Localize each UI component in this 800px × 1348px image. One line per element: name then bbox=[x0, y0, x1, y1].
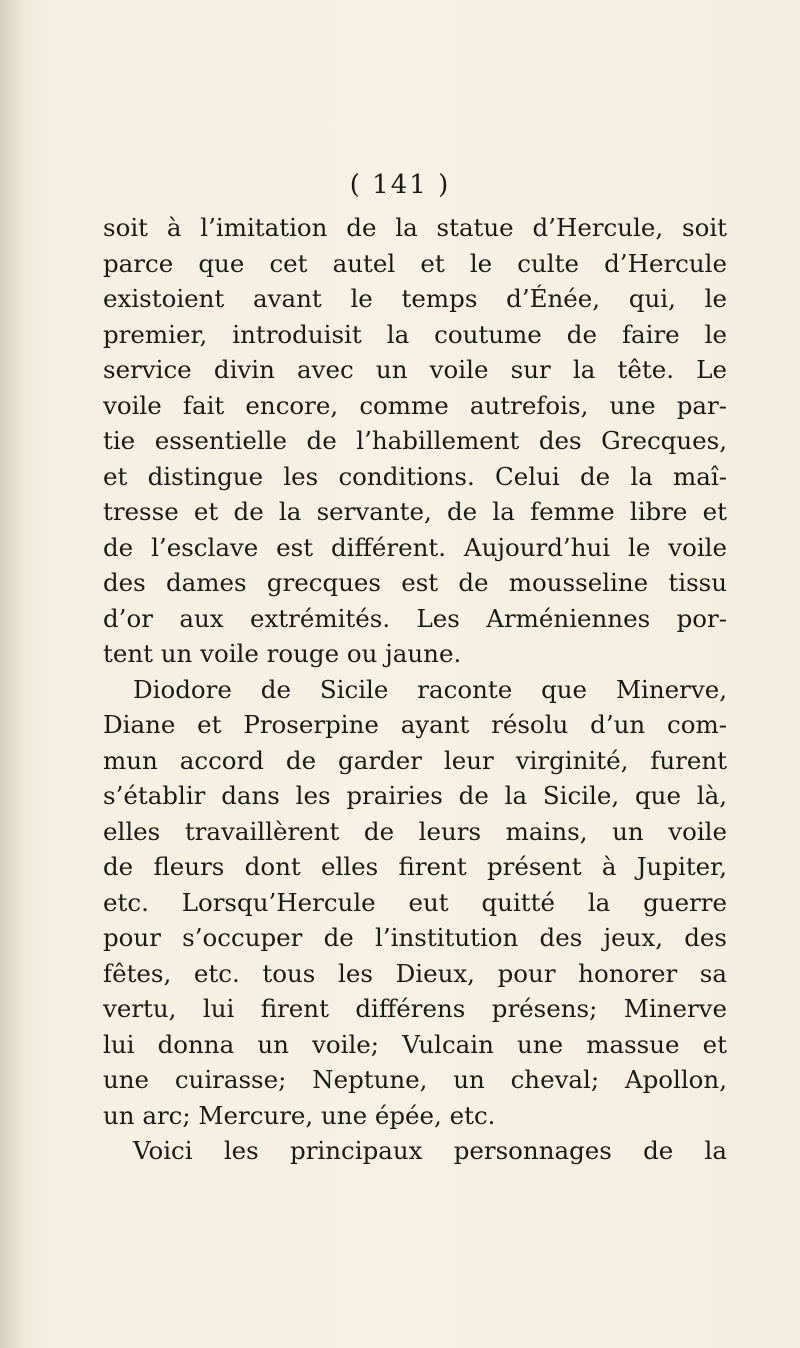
text-line: s’établir dans les prairies de la Sicile, que là, bbox=[103, 781, 727, 810]
paragraph-end-line: un arc; Mercure, une épée, etc. bbox=[103, 1100, 496, 1130]
text-line: service divin avec un voile sur la tête. Le bbox=[103, 355, 727, 384]
text-line: lui donna un voile; Vulcain une massue et bbox=[103, 1029, 727, 1059]
text-line: des dames grecques est de mousseline tissu bbox=[103, 568, 727, 597]
text-line: fêtes, etc. tous les Dieux, pour honorer sa bbox=[103, 958, 727, 988]
text-line: d’or aux extrémités. Les Arméniennes por- bbox=[103, 603, 727, 633]
text-line: elles travaillèrent de leurs mains, un voile bbox=[103, 816, 727, 846]
paragraph-start-line: Diodore de Sicile raconte que Minerve, bbox=[133, 674, 727, 704]
text-line: voile fait encore, comme autrefois, une par- bbox=[103, 390, 727, 420]
text-line: premier, introduisit la coutume de faire le bbox=[103, 319, 727, 349]
text-line: de l’esclave est différent. Aujourd’hui le voile bbox=[103, 532, 727, 562]
text-line: parce que cet autel et le culte d’Hercule bbox=[103, 248, 727, 278]
text-line: soit à l’imitation de la statue d’Hercule, soit bbox=[103, 213, 727, 242]
text-line: pour s’occuper de l’institution des jeux, des bbox=[103, 923, 727, 952]
paragraph-start-line: Voici les principaux personnages de la bbox=[133, 1136, 727, 1165]
text-line: de fleurs dont elles firent présent à Jupiter, bbox=[103, 852, 727, 881]
paragraph-end-line: tent un voile rouge ou jaune. bbox=[103, 639, 462, 668]
text-line: et distingue les conditions. Celui de la maî- bbox=[103, 461, 727, 491]
text-line: mun accord de garder leur virginité, furent bbox=[103, 745, 727, 775]
text-line: tie essentielle de l’habillement des Grecques, bbox=[103, 426, 727, 455]
binding-shadow bbox=[0, 0, 26, 1348]
text-line: Diane et Proserpine ayant résolu d’un com- bbox=[103, 710, 727, 739]
text-line: etc. Lorsqu’Hercule eut quitté la guerre bbox=[103, 887, 727, 917]
text-line: une cuirasse; Neptune, un cheval; Apollon, bbox=[103, 1065, 727, 1094]
text-line: existoient avant le temps d’Énée, qui, le bbox=[103, 284, 727, 313]
page-number: ( 141 ) bbox=[349, 170, 451, 200]
text-line: vertu, lui firent différens présens; Minerve bbox=[103, 994, 727, 1023]
text-line: tresse et de la servante, de la femme libre et bbox=[103, 497, 727, 526]
body-text bbox=[103, 210, 727, 1169]
